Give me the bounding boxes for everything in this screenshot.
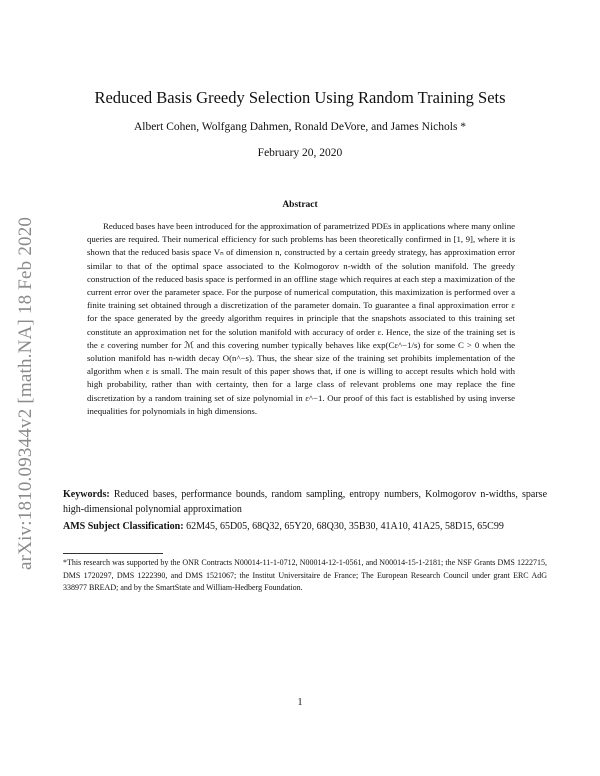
paper-title: Reduced Basis Greedy Selection Using Random Training Sets: [94, 88, 506, 107]
page-number: 1: [297, 697, 303, 708]
funding-footnote: *This research was supported by the ONR Contracts N00014-11-1-0712, N00014-12-1-0561, and N00014-15-1-2181; the NSF Grants DMS 1222715, DMS 1720297, DMS 1222390, and DMS 1521067; the Institut Universitaire de France; The European Research Council under grant ERC AdG 338977 BREAD; and by the SmartState and William-Hedberg Foundation.: [63, 558, 547, 593]
keywords-section: [63, 488, 547, 517]
ams-classification-section: [63, 520, 547, 535]
ams-label: AMS Subject Classification:: [63, 521, 184, 532]
footnote-divider: [63, 553, 163, 554]
keywords-label: Keywords:: [63, 489, 110, 500]
abstract-body: Reduced bases have been introduced for the approximation of parametrized PDEs in applications where many online queries are required. Their numerical efficiency for such problems has been theoretically confirmed in [1, 9], where it is shown that the reduced basis space Vₙ of dimension n, constructed by a certain greedy strategy, has approximation error similar to that of the optimal space associated to the Kolmogorov n-width of the solution manifold. The greedy construction of the reduced basis space is performed in an offline stage which requires at each step a maximization of the current error over the parameter space. For the purpose of numerical computation, this maximization is performed over a finite training set obtained through a discretization of the parameter domain. To guarantee a final approximation error ε for the space generated by the greedy algorithm requires in principle that the snapshots associated to this training set constitute an approximation net for the solution manifold with accuracy of order ε. Hence, the size of the training set is the ε covering number for ℳ and this covering number typically behaves like exp(Cε^−1/s) for some C > 0 when the solution manifold has n-width decay O(n^−s). Thus, the shear size of the training set prohibits implementation of the algorithm when ε is small. The main result of this paper shows that, if one is willing to accept results which hold with high probability, rather than with certainty, then for a large class of relevant problems one may replace the fine discretization by a random training set of size polynomial in ε^−1. Our proof of this fact is established by using inverse inequalities for polynomials in high dimensions.: [87, 221, 515, 416]
author-list: Albert Cohen, Wolfgang Dahmen, Ronald DeVore, and James Nichols *: [133, 121, 467, 133]
abstract-heading: Abstract: [282, 200, 318, 210]
keywords-text: Reduced bases, performance bounds, random sampling, entropy numbers, Kolmogorov n-widths, sparse high-dimensional polynomial approximation: [63, 489, 548, 515]
arxiv-identifier-stamp: arXiv:1810.09344v2 [math.NA] 18 Feb 2020: [15, 216, 36, 570]
publication-date: February 20, 2020: [257, 147, 343, 159]
ams-codes: 62M45, 65D05, 68Q32, 65Y20, 68Q30, 35B30, 41A10, 41A25, 58D15, 65C99: [186, 521, 504, 532]
